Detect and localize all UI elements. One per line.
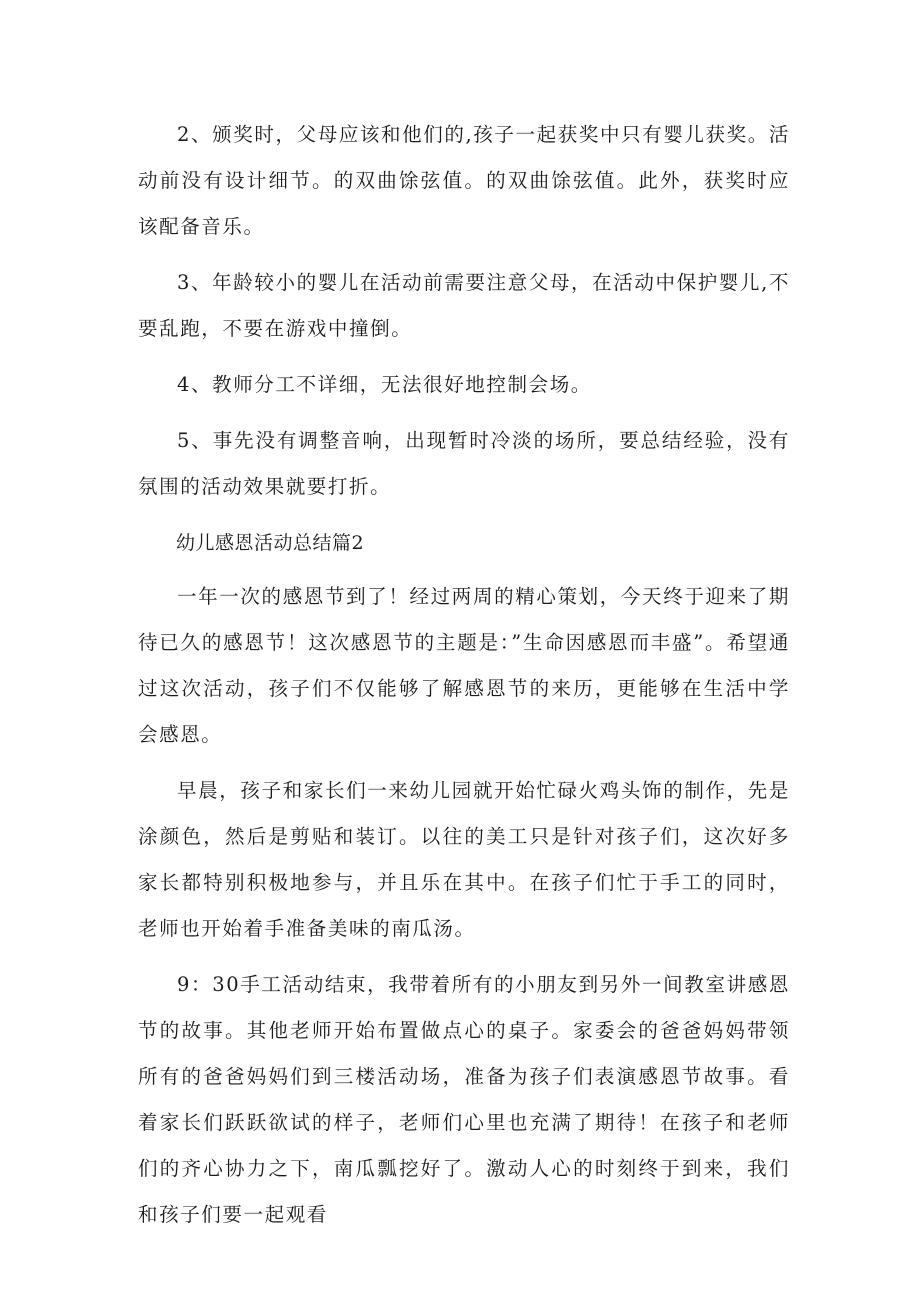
paragraph-sound-setup: 5、事先没有调整音响，出现暂时冷淡的场所，要总结经验，没有氛围的活动效果就要打折。	[138, 429, 790, 498]
paragraph-award: 2、颁奖时，父母应该和他们的,孩子一起获奖中只有婴儿获奖。活动前没有设计细节。的双曲馀弦值。的双曲馀弦值。此外，获奖时应该配备音乐。	[138, 123, 790, 238]
paragraph-young-babies: 3、年龄较小的婴儿在活动前需要注意父母，在活动中保护婴儿,不要乱跑，不要在游戏中撞倒。	[138, 271, 790, 340]
paragraph-thanksgiving-intro: 一年一次的感恩节到了！经过两周的精心策划，今天终于迎来了期待已久的感恩节！这次感恩节的主题是：”生命因感恩而丰盛”。希望通过这次活动，孩子们不仅能够了解感恩节的来历，更能够在生活中学会感恩。	[138, 585, 790, 746]
section-heading: 幼儿感恩活动总结篇2	[176, 532, 365, 554]
paragraph-story-time: 9：30手工活动结束，我带着所有的小朋友到另外一间教室讲感恩节的故事。其他老师开始布置做点心的桌子。家委会的爸爸妈妈带领所有的爸爸妈妈们到三楼活动场，准备为孩子们表演感恩节故事。看着家长们跃跃欲试的样子，老师们心里也充满了期待！在孩子和老师们的齐心协力之下，南瓜瓢挖好了。激动人心的时刻终于到来，我们和孩子们要一起观看	[138, 973, 790, 1226]
paragraph-teacher-division: 4、教师分工不详细，无法很好地控制会场。	[177, 373, 592, 396]
paragraph-morning-crafts: 早晨，孩子和家长们一来幼儿园就开始忙碌火鸡头饰的制作，先是涂颜色，然后是剪贴和装订。以往的美工只是针对孩子们，这次好多家长都特别积极地参与，并且乐在其中。在孩子们忙于手工的同时，老师也开始着手准备美味的南瓜汤。	[138, 779, 790, 940]
document-body	[138, 112, 790, 1248]
